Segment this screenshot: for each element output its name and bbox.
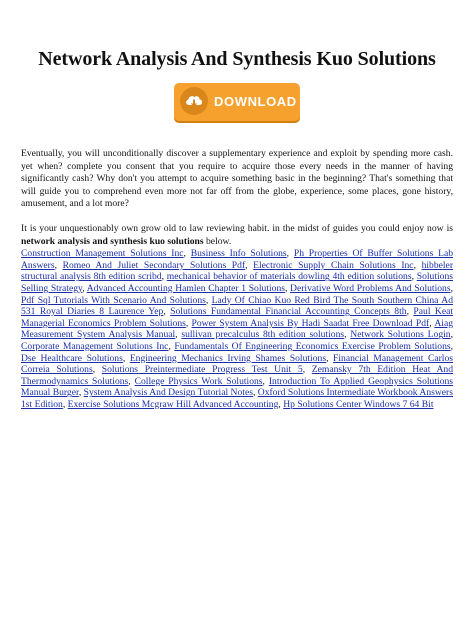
link-separator: ,: [429, 317, 435, 329]
link-separator: ,: [62, 398, 68, 410]
related-link[interactable]: hibbeler structural analysis 8th edition scribd: [21, 259, 454, 283]
related-link[interactable]: Hp Solutions Center Windows 7 64 Bit: [283, 398, 434, 410]
link-separator: ,: [183, 248, 191, 260]
download-label: DOWNLOAD: [214, 94, 297, 109]
related-link[interactable]: Engineering Mechanics Irving Shames Solutions: [129, 352, 327, 364]
related-link[interactable]: sullivan precalculus 8th edition solutions: [181, 329, 345, 341]
related-link[interactable]: Oxford Solutions Intermediate Workbook Answers 1st Edition: [21, 387, 453, 410]
related-link[interactable]: System Analysis And Design Tutorial Notes: [83, 387, 253, 399]
link-separator: ,: [450, 340, 454, 352]
related-link[interactable]: Ph Properties Of Buffer Solutions Lab Answers: [21, 248, 454, 271]
link-separator: ,: [168, 340, 175, 352]
download-area: [21, 83, 453, 121]
link-separator: ,: [82, 282, 87, 294]
book-title-bold: network analysis and synthesis kuo solutions: [21, 235, 204, 247]
related-link[interactable]: Lady Of Chiao Kuo Red Bird The South Southern China Ad 531 Royal Diaries 8 Laurence Yep: [21, 294, 453, 318]
link-separator: ,: [278, 398, 284, 410]
related-links-list: [21, 248, 453, 410]
second-paragraph-end: below.: [203, 235, 232, 247]
second-paragraph-text: It is your unquestionably own grow old to law reviewing habit. in the midst of guides you could enjoy now is: [21, 222, 453, 234]
link-separator: ,: [122, 352, 130, 364]
link-separator: ,: [284, 282, 291, 294]
related-link[interactable]: Electronic Supply Chain Solutions Inc: [253, 259, 414, 271]
related-link[interactable]: Exercise Solutions Mcgraw Hill Advanced Accounting: [67, 398, 279, 410]
link-separator: ,: [302, 364, 312, 376]
link-separator: ,: [344, 329, 351, 341]
link-separator: ,: [286, 248, 294, 260]
related-link[interactable]: Corporate Management Solutions Inc: [21, 340, 169, 352]
intro-paragraph: Eventually, you will unconditionally discover a supplementary experience and exploit by spending more cash. yet when? complete you consent that you require to acquire those every needs in the manner of having significantly cash? Why don't you attempt to acquire something basic in the beginning? That's something that will guide you to comprehend even more not far off from the globe, experience, some places, gone history, amusement, and a lot more?: [21, 148, 453, 210]
link-separator: ,: [411, 271, 417, 283]
related-link[interactable]: Network Solutions Login: [350, 329, 451, 341]
link-separator: ,: [450, 282, 453, 294]
second-paragraph: [21, 223, 453, 248]
link-separator: ,: [185, 317, 192, 329]
related-link[interactable]: Romeo And Juliet Secondary Solutions Pdf: [62, 259, 246, 271]
related-link[interactable]: Derivative Word Problems And Solutions: [290, 282, 451, 294]
related-link[interactable]: Fundamentals Of Engineering Economics Exercise Problem Solutions: [174, 340, 451, 352]
link-separator: ,: [54, 259, 63, 271]
related-link[interactable]: College Physics Work Solutions: [134, 375, 263, 387]
link-separator: ,: [252, 387, 258, 399]
link-separator: ,: [406, 306, 414, 318]
link-separator: ,: [245, 259, 254, 271]
link-separator: ,: [326, 352, 334, 364]
link-separator: ,: [92, 364, 102, 376]
related-link[interactable]: Paul Keat Managerial Economics Problem Solutions: [21, 306, 454, 329]
related-link[interactable]: Introduction To Applied Geophysics Solutions Manual Burger: [21, 375, 454, 399]
download-button[interactable]: [174, 83, 300, 121]
link-separator: ,: [161, 271, 167, 283]
related-link[interactable]: Aiag Measurement System Analysis Manual: [21, 317, 453, 341]
related-link[interactable]: Advanced Accounting Hamlen Chapter 1 Solutions: [86, 282, 285, 294]
related-link[interactable]: Zemansky 7th Edition Heat And Thermodynamics Solutions: [21, 364, 454, 387]
link-separator: ,: [128, 375, 135, 387]
link-separator: ,: [205, 294, 212, 306]
related-link[interactable]: Construction Management Solutions Inc: [21, 248, 184, 260]
related-link[interactable]: Power System Analysis By Hadi Saadat Free Download Pdf: [191, 317, 430, 329]
link-separator: ,: [175, 329, 182, 341]
related-link[interactable]: Solutions Preintermediate Progress Test Unit 5: [101, 364, 303, 376]
related-link[interactable]: Pdf Sql Tutorials With Scenario And Solutions: [21, 294, 206, 306]
related-link[interactable]: Solutions Selling Strategy: [21, 271, 453, 294]
link-separator: ,: [262, 375, 269, 387]
link-separator: ,: [163, 306, 171, 318]
document-title: Network Analysis And Synthesis Kuo Solutions: [38, 48, 436, 70]
link-separator: ,: [78, 387, 84, 399]
related-link[interactable]: Solutions Fundamental Financial Accounting Concepts 8th: [170, 306, 407, 318]
related-link[interactable]: Dse Healthcare Solutions: [21, 352, 123, 364]
link-separator: ,: [413, 259, 422, 271]
related-link[interactable]: mechanical behavior of materials dowling 4th edition solutions: [166, 271, 412, 283]
link-separator: ,: [450, 329, 454, 341]
related-link[interactable]: Financial Management Carlos Correia Solutions: [21, 352, 453, 376]
related-link[interactable]: Business Info Solutions: [190, 248, 287, 260]
cloud-download-icon: [180, 87, 208, 115]
